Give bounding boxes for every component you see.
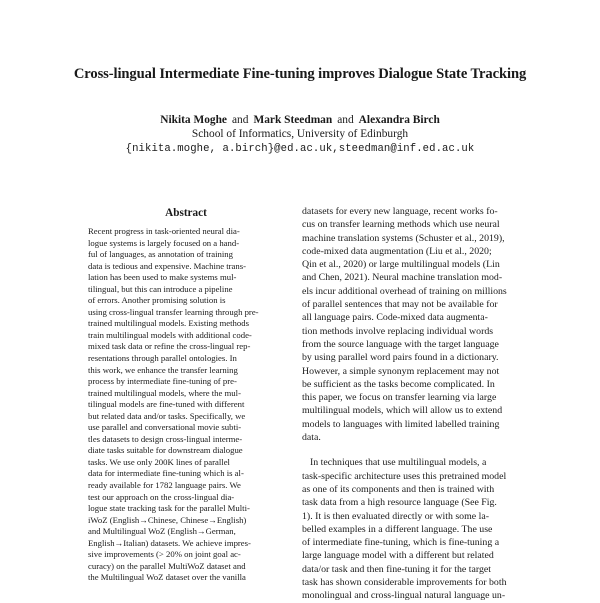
abstract-heading: Abstract [165,207,207,219]
body-text-line: cus on transfer learning methods which use neural [302,219,500,231]
abstract-line: tasks. We use only 200K lines of parallel [88,456,230,467]
intro-paragraph [302,456,534,602]
author-name: Alexandra Birch [358,114,440,126]
abstract-line: logue state tracking task for the parallel Multi- [88,503,250,514]
abstract-line: mixed task data or refine the cross-lingual rep- [88,341,251,352]
body-text-line: of parallel sentences that may not be available for [302,299,498,311]
body-text-line: task-specific architecture uses this pretrained model [302,470,507,482]
author-affiliation: School of Informatics, University of Edinburgh [191,128,409,140]
abstract-line: sive improvements (> 20% on joint goal ac- [88,549,241,560]
abstract-line: lation has been used to make systems mul- [88,272,237,283]
body-text-line: datasets for every new language, recent works fo- [302,206,498,217]
author-email: {nikita.moghe, a.birch}@ed.ac.uk,steedman@inf.ed.ac.uk [125,143,475,155]
abstract-line: diate tasks suitable for downstream dialogue [88,445,243,456]
body-text-line: In techniques that use multilingual models, a [310,457,487,469]
abstract-line: process by intermediate fine-tuning of pre- [88,376,237,387]
body-text-line: Qin et al., 2020) or large multilingual models (Lin [302,259,500,271]
body-text-line: as one of its components and then is trained with [302,483,495,495]
author-name: Mark Steedman [253,114,333,126]
body-text-line: models to languages with limited labelled training [302,418,500,430]
body-text-line: be sufficient as the tasks become complicated. In [302,378,495,390]
body-text-line: all language pairs. Code-mixed data augmenta- [302,312,488,324]
body-text-line: task has shown considerable improvements for both [302,577,507,589]
abstract-line: ful of languages, as annotation of training [88,249,233,260]
abstract-line: tles datasets to design cross-lingual interme- [88,433,243,444]
abstract-line: resentations through parallel ontologies. In [88,353,237,364]
abstract-line: but related data and/or tasks. Specifically, we [88,410,246,421]
body-text-line: from the source language with the target language [302,338,499,350]
body-text-line: this paper, we focus on transfer learning via large [302,392,497,404]
right-column-text [302,205,534,603]
abstract-line: tilingual, but this can introduce a pipeline [88,283,233,294]
abstract-line: data is tedious and expensive. Machine trans- [88,260,247,271]
body-text-line: of intermediate fine-tuning, which is fine-tuning a [302,537,500,549]
body-text-line: task data from a high resource language (See Fig. [302,497,497,509]
abstract-line: test our approach on the cross-lingual dia- [88,491,235,502]
abstract-line: this work, we enhance the transfer learning [88,364,238,375]
body-text-line: code-mixed data augmentation (Liu et al., 2020; [302,245,492,257]
body-text-line: tion methods involve replacing individual words [302,325,494,337]
abstract-line: trained multilingual models. Existing methods [88,318,249,329]
body-text-line: monolingual and cross-lingual natural language un- [302,590,506,602]
body-text-line: 1). It is then evaluated directly or with some la- [302,510,489,522]
body-text-line: multilingual models, which will allow us to extend [302,405,503,417]
author-list [0,114,600,126]
abstract-line: Recent progress in task-oriented neural dia- [88,226,240,236]
abstract-line: use parallel and conversational movie subti- [88,422,242,433]
abstract-line: tilingual models are fine-tuned with different [88,399,245,410]
author-separator: and [231,114,249,126]
body-text-line: data. [302,432,321,444]
abstract-line: the Multilingual WoZ dataset over the vanilla [88,572,246,583]
body-text-line: data/or task and then fine-tuning it for the target [302,563,491,575]
abstract-body [88,226,278,584]
abstract-line: train multilingual models with additional code- [88,329,252,340]
body-text-line: large language model with a different but related [302,550,494,562]
abstract-line: trained multilingual models, where the mul- [88,387,241,398]
intro-paragraph [302,205,534,444]
abstract-line: of errors. Another promising solution is [88,295,226,306]
abstract-line: logue systems is largely focused on a hand- [88,237,240,248]
abstract-line: English→Italian) datasets. We achieve impres- [88,537,251,548]
abstract-line: using cross-lingual transfer learning through pre- [88,306,259,317]
body-text-line: machine translation systems (Schuster et al., 2019), [302,232,505,244]
body-text-line: els incur additional overhead of training on millions [302,285,507,297]
author-name: Nikita Moghe [160,114,227,126]
abstract-line: iWoZ (English→Chinese, Chinese→English) [88,514,247,525]
abstract-line: curacy) on the parallel MultiWoZ dataset and [88,560,246,571]
abstract-line: ready available for 1782 language pairs. We [88,480,241,491]
body-text-line: However, a simple synonym replacement may not [302,365,500,377]
body-text-line: and Chen, 2021). Neural machine translation mod- [302,272,503,284]
body-text-line: belled examples in a different language. The use [302,523,493,535]
body-text-line: by using parallel word pairs found in a dictionary. [302,352,499,364]
abstract-line: and Multilingual WoZ (English→German, [88,526,236,537]
abstract-line: data for intermediate fine-tuning which is al- [88,468,244,479]
paper-title: Cross-lingual Intermediate Fine-tuning improves Dialogue State Tracking [73,66,527,82]
author-separator: and [337,114,354,126]
